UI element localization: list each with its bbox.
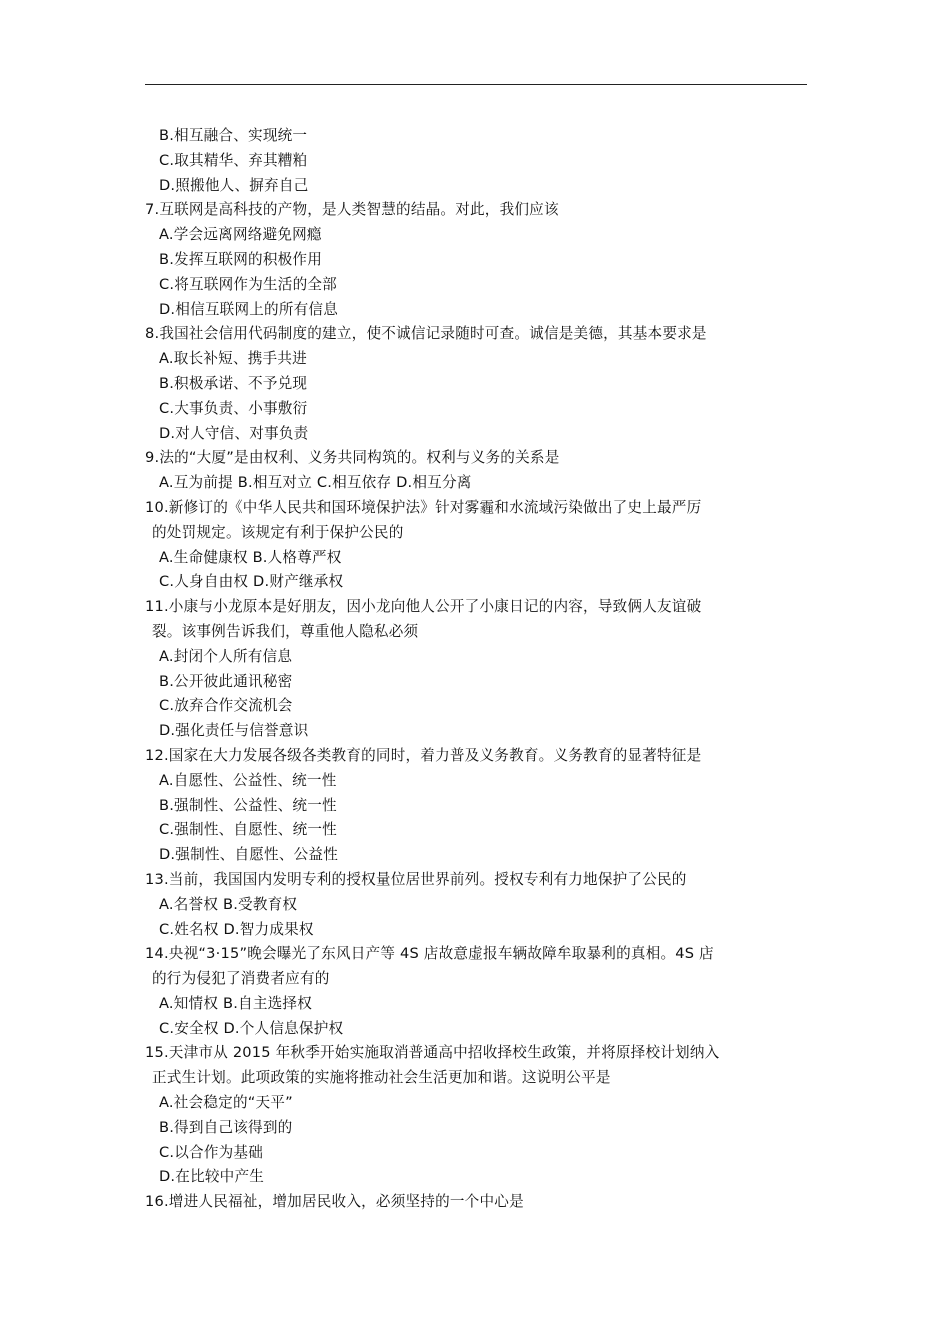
answer-option: D.在比较中产生	[159, 1168, 265, 1186]
answer-option: D.强化责任与信誉意识	[159, 722, 309, 740]
answer-option: C.强制性、自愿性、统一性	[159, 821, 337, 839]
question-stem: 10.新修订的《中华人民共和国环境保护法》针对雾霾和水流域污染做出了史上最严厉	[145, 498, 702, 516]
answer-option: C.放弃合作交流机会	[159, 697, 293, 715]
answer-option: D.相信互联网上的所有信息	[159, 300, 339, 318]
question-stem: 16.增进人民福祉，增加居民收入，必须坚持的一个中心是	[145, 1193, 524, 1211]
question-stem: 12.国家在大力发展各级各类教育的同时，着力普及义务教育。义务教育的显著特征是	[145, 746, 702, 764]
answer-option: C.安全权 D.个人信息保护权	[159, 1019, 344, 1037]
question-stem-continued: 裂。该事例告诉我们，尊重他人隐私必须	[152, 622, 419, 640]
answer-option: D.对人守信、对事负责	[159, 424, 309, 442]
header-rule	[145, 84, 807, 85]
question-stem: 11.小康与小龙原本是好朋友，因小龙向他人公开了小康日记的内容，导致俩人友谊破	[145, 598, 702, 616]
answer-option: A.知情权 B.自主选择权	[159, 994, 313, 1012]
answer-option: A.社会稳定的“天平”	[159, 1094, 293, 1112]
answer-option: A.自愿性、公益性、统一性	[159, 771, 337, 789]
answer-option: B.积极承诺、不予兑现	[159, 374, 308, 392]
answer-option: A.生命健康权 B.人格尊严权	[159, 548, 342, 566]
answer-option: C.取其精华、弃其糟粕	[159, 151, 308, 169]
answer-option: A.名誉权 B.受教育权	[159, 895, 298, 913]
answer-option: B.公开彼此通讯秘密	[159, 672, 293, 690]
answer-option: B.得到自己该得到的	[159, 1118, 293, 1136]
question-stem: 14.央视“3·15”晚会曝光了东风日产等 4S 店故意虚报车辆故障牟取暴利的真相。4S 店	[145, 945, 714, 963]
question-stem: 15.天津市从 2015 年秋季开始实施取消普通高中招收择校生政策，并将原择校计划纳入	[145, 1044, 720, 1062]
answer-option: C.大事负责、小事敷衍	[159, 399, 308, 417]
answer-option: A.封闭个人所有信息	[159, 647, 293, 665]
answer-option: D.强制性、自愿性、公益性	[159, 846, 339, 864]
answer-option: B.相互融合、实现统一	[159, 127, 308, 144]
answer-option: C.以合作为基础	[159, 1143, 263, 1161]
question-stem: 9.法的“大厦”是由权利、义务共同构筑的。权利与义务的关系是	[145, 449, 560, 467]
question-stem-continued: 的处罚规定。该规定有利于保护公民的	[152, 523, 404, 541]
answer-option: C.将互联网作为生活的全部	[159, 275, 337, 293]
question-stem-continued: 正式生计划。此项政策的实施将推动社会生活更加和谐。这说明公平是	[152, 1069, 611, 1087]
answer-option: C.姓名权 D.智力成果权	[159, 920, 314, 938]
answer-option: A.学会远离网络避免网瘾	[159, 226, 322, 244]
question-stem-continued: 的行为侵犯了消费者应有的	[152, 970, 330, 988]
question-stem: 13.当前，我国国内发明专利的授权量位居世界前列。授权专利有力地保护了公民的	[145, 870, 687, 888]
question-stem: 8.我国社会信用代码制度的建立，使不诚信记录随时可查。诚信是美德，其基本要求是	[145, 325, 707, 343]
question-list	[145, 124, 805, 1215]
question-stem: 7.互联网是高科技的产物，是人类智慧的结晶。对此，我们应该	[145, 201, 559, 219]
answer-option: B.发挥互联网的积极作用	[159, 250, 322, 268]
answer-option: A.取长补短、携手共进	[159, 350, 307, 368]
answer-option: C.人身自由权 D.财产继承权	[159, 573, 344, 591]
answer-option: B.强制性、公益性、统一性	[159, 796, 337, 814]
answer-option: D.照搬他人、摒弃自己	[159, 176, 309, 194]
answer-option: A.互为前提 B.相互对立 C.相互依存 D.相互分离	[159, 474, 472, 492]
